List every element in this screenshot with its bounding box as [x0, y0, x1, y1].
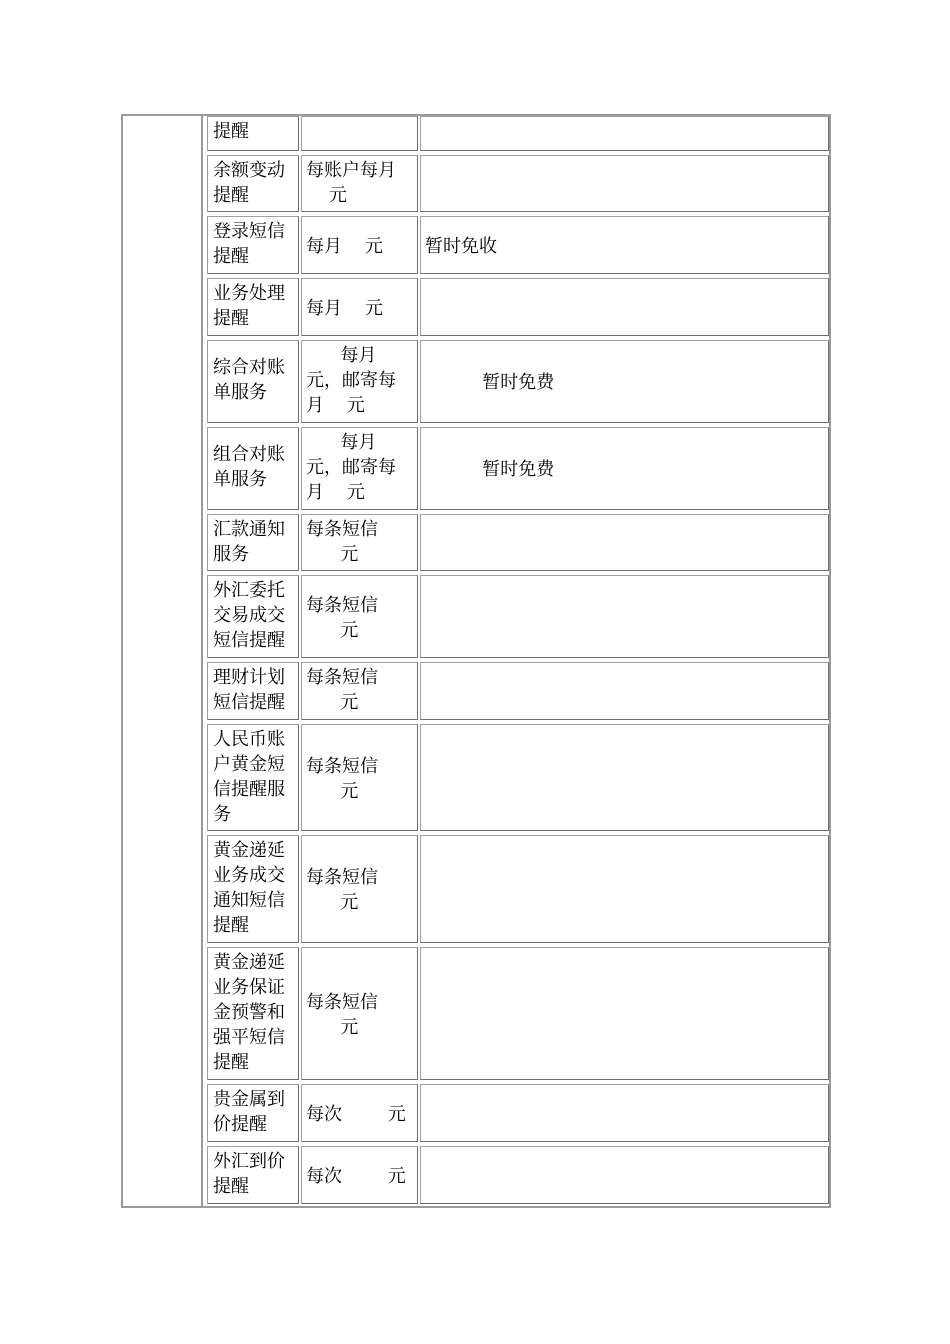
- service-name-cell: [207, 340, 299, 423]
- table-row: [205, 833, 829, 945]
- note-cell: [420, 1084, 829, 1142]
- service-name-cell: [207, 662, 299, 720]
- service-name-cell: [207, 278, 299, 336]
- fee-cell: [301, 116, 418, 151]
- fee-text: 每次 元: [306, 1103, 406, 1125]
- table-row: [205, 276, 829, 338]
- note-cell: [420, 575, 829, 658]
- service-name: 登录短信 提醒: [213, 221, 285, 267]
- fee-cell: [301, 340, 418, 423]
- fee-cell: [301, 575, 418, 658]
- fee-cell: [301, 947, 418, 1080]
- table-row: [205, 722, 829, 833]
- service-name-cell: [207, 575, 299, 658]
- table-row: [205, 660, 829, 722]
- fee-text: 每条短信 元: [306, 667, 378, 713]
- fee-cell: [301, 278, 418, 336]
- service-name-cell: [207, 947, 299, 1080]
- note-cell: [420, 835, 829, 943]
- fee-text: 每条短信 元: [306, 991, 378, 1038]
- fee-text: 每次 元: [306, 1165, 406, 1187]
- table-left-column: [121, 114, 203, 1208]
- note-cell: [420, 947, 829, 1080]
- service-name: 贵金属到 价提醒: [213, 1089, 285, 1135]
- note-cell: [420, 514, 829, 571]
- service-name: 外汇委托 交易成交 短信提醒: [213, 580, 285, 651]
- fee-text: 每月 元，邮寄每 月 元: [306, 432, 396, 503]
- fee-cell: [301, 216, 418, 274]
- table-row: [205, 338, 829, 425]
- table-row: [205, 1082, 829, 1144]
- fee-text: 每月 元，邮寄每 月 元: [306, 345, 396, 416]
- service-name: 人民币账 户黄金短 信提醒服 务: [213, 729, 285, 825]
- note-cell: [420, 662, 829, 720]
- fee-cell: [301, 514, 418, 571]
- note-text: 暂时免费: [425, 372, 555, 393]
- fee-text: 每月 元: [306, 297, 383, 319]
- service-name: 组合对账 单服务: [213, 444, 285, 490]
- service-name-cell: [207, 1146, 299, 1204]
- service-name: 黄金递延 业务保证 金预警和 强平短信 提醒: [213, 952, 285, 1073]
- fee-cell: [301, 1146, 418, 1204]
- table-row: [205, 573, 829, 660]
- table-row: [205, 114, 829, 153]
- fee-cell: [301, 1084, 418, 1142]
- fee-text: 每条短信 元: [306, 594, 378, 641]
- service-name-cell: [207, 155, 299, 212]
- service-name-cell: [207, 1084, 299, 1142]
- fee-cell: [301, 155, 418, 212]
- service-name-cell: [207, 116, 299, 151]
- fee-cell: [301, 427, 418, 510]
- table-row: [205, 945, 829, 1082]
- fee-cell: [301, 835, 418, 943]
- table-row: [205, 214, 829, 276]
- service-name: 余额变动 提醒: [213, 160, 285, 206]
- service-name-cell: [207, 216, 299, 274]
- service-name-cell: [207, 514, 299, 571]
- table-row: [205, 1144, 829, 1206]
- note-text: 暂时免费: [425, 459, 555, 480]
- note-cell: [420, 216, 829, 274]
- table-row: [205, 153, 829, 214]
- service-name: 黄金递延 业务成交 通知短信 提醒: [213, 840, 285, 936]
- fee-text: 每月 元: [306, 235, 383, 257]
- service-name: 外汇到价 提醒: [213, 1151, 285, 1197]
- fee-text: 每条短信 元: [306, 519, 378, 565]
- service-name: 提醒: [213, 121, 249, 142]
- fee-text: 每条短信 元: [306, 867, 378, 913]
- table-row: [205, 512, 829, 573]
- note-cell: [420, 427, 829, 510]
- service-name-cell: [207, 427, 299, 510]
- note-text: 暂时免收: [425, 235, 497, 257]
- service-name: 业务处理 提醒: [213, 283, 285, 329]
- fee-cell: [301, 724, 418, 831]
- note-cell: [420, 155, 829, 212]
- service-name-cell: [207, 835, 299, 943]
- service-name: 汇款通知 服务: [213, 519, 285, 565]
- table-row: [205, 425, 829, 512]
- fee-cell: [301, 662, 418, 720]
- note-cell: [420, 340, 829, 423]
- service-name: 理财计划 短信提醒: [213, 667, 285, 713]
- fee-text: 每账户每月 元: [306, 160, 396, 206]
- service-name: 综合对账 单服务: [213, 357, 285, 403]
- note-cell: [420, 724, 829, 831]
- note-cell: [420, 116, 829, 151]
- note-cell: [420, 278, 829, 336]
- fee-text: 每条短信 元: [306, 755, 378, 802]
- service-name-cell: [207, 724, 299, 831]
- note-cell: [420, 1146, 829, 1204]
